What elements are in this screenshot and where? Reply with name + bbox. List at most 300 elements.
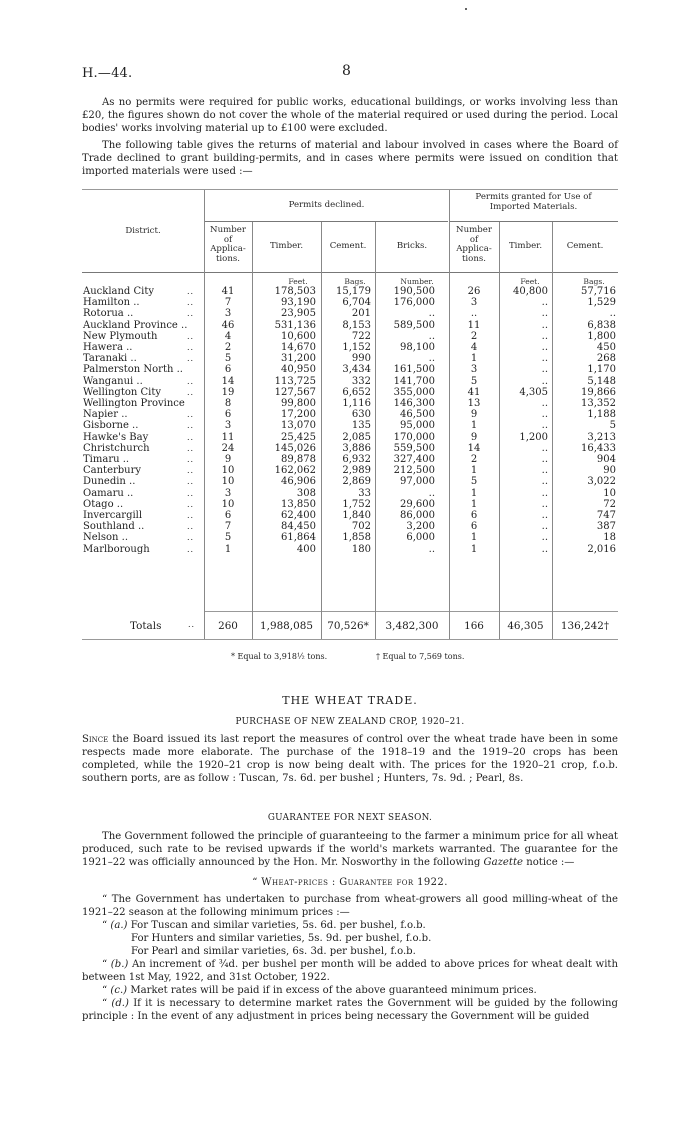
cell-district: Wellington City <box>83 386 161 398</box>
cell-applications-granted: 1 <box>470 420 478 432</box>
cell-cement-granted: 268 <box>596 353 616 365</box>
cell-district: Taranaki .. <box>83 353 137 365</box>
cell-cement: 1,152 <box>342 342 371 353</box>
header-text: of <box>223 234 233 245</box>
cell-timber: 84,450 <box>281 521 316 533</box>
cell-applications: 10 <box>221 476 235 488</box>
cell-applications: 46 <box>221 319 235 331</box>
notice-intro: “ The Government has undertaken to purchase from wheat-growers all good milling-wheat of the 1921–22 season at the following minimum prices :— <box>82 894 618 918</box>
cell-district: Palmerston North .. <box>83 364 183 376</box>
guarantee-text: The Government followed the principle of guaranteeing to the farmer a minimum price for all wheat produced, such rate to be revised upwards if the world's markets warranted. The guarantee for the 1921–22 was officially announced by the Hon. Mr. Nosworthy in the following <box>82 831 618 868</box>
cell-applications-granted: 6 <box>470 521 478 533</box>
cell-applications: 19 <box>221 386 235 398</box>
cell-timber-granted: .. <box>541 297 548 309</box>
table-row <box>82 521 618 532</box>
total-cement: 70,526* <box>327 620 369 632</box>
footnote-cement-granted: † Equal to 7,569 tons. <box>376 652 465 661</box>
cell-cement: 1,840 <box>342 510 371 521</box>
cell-cement: 702 <box>351 521 371 533</box>
cell-applications: 7 <box>224 297 232 309</box>
quote-mark: “ <box>102 920 111 931</box>
subsection-heading-guarantee: GUARANTEE FOR NEXT SEASON. <box>267 813 433 823</box>
cell-bricks: 176,000 <box>393 297 435 309</box>
cell-cement-granted: 3,022 <box>587 476 616 488</box>
table-row <box>82 376 618 387</box>
cell-applications: 11 <box>221 431 235 443</box>
item-label: (a.) <box>110 920 128 931</box>
guarantee-paragraph <box>82 830 618 869</box>
cell-timber-granted: .. <box>541 476 548 488</box>
cell-bricks: .. <box>428 487 435 499</box>
cell-district: Invercargill <box>83 510 143 521</box>
cell-timber: 10,600 <box>281 330 316 342</box>
header-permits-declined: Permits declined. <box>288 200 365 210</box>
cell-timber: 62,400 <box>281 510 316 521</box>
cell-applications: 2 <box>224 342 232 353</box>
cell-timber: 531,136 <box>274 319 316 331</box>
item-text: An increment of ¾d. per bushel per month will be added to above prices for wheat dealt with between 1st May, 1922, and 31st October, 1922. <box>82 959 618 983</box>
header-permits-granted <box>449 193 618 212</box>
cell-cement: 630 <box>351 409 371 421</box>
item-a-line-1 <box>102 919 426 932</box>
totals-top-rule <box>204 611 618 612</box>
table-row <box>82 488 618 499</box>
cell-bricks: 559,500 <box>393 442 435 454</box>
totals-row <box>82 617 618 637</box>
item-label: (d.) <box>111 998 129 1009</box>
cell-cement: 2,869 <box>342 476 371 488</box>
total-cement-granted: 136,242† <box>560 620 610 632</box>
item-text: Market rates will be paid if in excess of the above guaranteed minimum prices. <box>127 985 537 996</box>
cell-timber-granted: 1,200 <box>519 431 548 443</box>
cell-cement: 3,434 <box>342 364 371 376</box>
cell-cement: 3,886 <box>342 442 371 454</box>
header-cement-granted: Cement. <box>566 241 604 251</box>
lead-word: Since <box>82 734 109 745</box>
cell-timber-granted: .. <box>541 465 548 477</box>
cell-applications-granted: 1 <box>470 487 478 499</box>
unit-timber: Feet. <box>288 277 308 286</box>
cell-bricks: 190,500 <box>393 286 435 297</box>
cell-timber-granted: .. <box>541 364 548 376</box>
cell-cement: 8,153 <box>342 319 371 331</box>
cell-cement: 6,932 <box>342 454 371 465</box>
table-row <box>82 364 618 375</box>
cell-applications: 9 <box>224 454 232 465</box>
header-text: Number <box>210 225 246 235</box>
cell-dots: .. <box>187 432 195 442</box>
cell-applications-granted: 1 <box>470 353 478 365</box>
cell-timber: 127,567 <box>274 386 316 398</box>
gazette-italic: Gazette <box>483 857 523 868</box>
cell-bricks: 146,300 <box>393 398 435 409</box>
cell-district: Wanganui .. <box>83 375 143 387</box>
cell-timber: 13,850 <box>281 498 316 510</box>
cell-applications: 6 <box>224 364 232 376</box>
cell-dots: .. <box>187 477 195 487</box>
cell-timber-granted: .. <box>541 308 548 320</box>
unit-cement: Bags. <box>344 277 366 286</box>
totals-dots: .. <box>188 620 196 629</box>
cell-bricks: 29,600 <box>400 498 435 510</box>
cell-cement: 1,116 <box>342 398 371 409</box>
cell-timber: 17,200 <box>281 409 316 421</box>
cell-district: Oamaru .. <box>83 487 134 499</box>
cell-district: Wellington Province <box>83 398 185 409</box>
header-text: Number <box>456 225 492 235</box>
cell-timber: 113,725 <box>274 375 316 387</box>
cell-applications: 6 <box>224 409 232 421</box>
cell-dots: .. <box>187 331 195 341</box>
cell-cement-granted: 3,213 <box>587 431 616 443</box>
cell-bricks: 98,100 <box>400 342 435 353</box>
cell-bricks: 95,000 <box>400 420 435 432</box>
table-row <box>82 510 618 521</box>
cell-timber-granted: .. <box>541 543 548 555</box>
cell-cement-granted: 747 <box>596 510 616 521</box>
header-text: tions. <box>461 253 487 264</box>
cell-cement: 6,652 <box>342 386 371 398</box>
table-row <box>82 465 618 476</box>
cell-cement-granted: 1,529 <box>587 297 616 309</box>
unit-timber-granted: Feet. <box>520 277 540 286</box>
header-num-applications <box>204 226 252 264</box>
total-timber: 1,988,085 <box>260 620 313 632</box>
cell-dots: .. <box>187 287 195 296</box>
cell-timber-granted: .. <box>541 532 548 544</box>
header-bottom-rule <box>82 272 618 273</box>
cell-applications: 5 <box>224 353 232 365</box>
cell-dots: .. <box>187 410 195 420</box>
notice-item-b <box>82 958 618 984</box>
cell-applications-granted: 11 <box>467 319 481 331</box>
cell-applications: 41 <box>221 286 235 297</box>
cell-timber: 308 <box>296 487 316 499</box>
item-label: (c.) <box>110 985 128 996</box>
cell-timber: 93,190 <box>281 297 316 309</box>
cell-cement: 2,085 <box>342 431 371 443</box>
cell-timber-granted: .. <box>541 442 548 454</box>
cell-bricks: .. <box>428 330 435 342</box>
cell-timber-granted: .. <box>541 409 548 421</box>
cell-applications-granted: 9 <box>470 431 478 443</box>
cell-bricks: 355,000 <box>393 386 435 398</box>
item-a-line-2: For Hunters and similar varieties, 5s. 9d. per bushel, f.o.b. <box>131 933 432 944</box>
total-applications-granted: 166 <box>464 620 484 632</box>
cell-applications-granted: 26 <box>467 286 481 297</box>
cell-cement-granted: 450 <box>596 342 616 353</box>
cell-timber-granted: .. <box>541 498 548 510</box>
cell-district: Rotorua .. <box>83 308 134 320</box>
quote-mark: “ <box>102 959 111 970</box>
cell-applications: 24 <box>221 442 235 454</box>
table-bottom-rule <box>82 639 618 640</box>
cell-cement: 722 <box>351 330 371 342</box>
cell-applications-granted: 5 <box>470 476 478 488</box>
cell-bricks: 589,500 <box>393 319 435 331</box>
cell-applications: 4 <box>224 330 232 342</box>
cell-cement-granted: 1,188 <box>587 409 616 421</box>
cell-timber-granted: .. <box>541 521 548 533</box>
cell-timber: 46,906 <box>281 476 316 488</box>
table-row <box>82 342 618 353</box>
cell-applications-granted: 9 <box>470 409 478 421</box>
header-text: Applica- <box>210 244 246 254</box>
cell-timber: 40,950 <box>281 364 316 376</box>
cell-timber: 61,864 <box>281 532 316 544</box>
cell-dots: .. <box>187 544 195 554</box>
cell-applications: 5 <box>224 532 232 544</box>
cell-timber-granted: 40,800 <box>513 286 548 297</box>
cell-dots: .. <box>187 387 195 397</box>
cell-district: Hawera .. <box>83 342 133 353</box>
table-row <box>82 409 618 420</box>
header-num-applications-granted <box>449 226 499 264</box>
table-row <box>82 387 618 398</box>
cell-timber: 25,425 <box>281 431 316 443</box>
table-row <box>82 320 618 331</box>
cell-timber: 14,670 <box>281 342 316 353</box>
cell-cement-granted: 16,433 <box>581 442 616 454</box>
cell-bricks: 327,400 <box>393 454 435 465</box>
cell-timber-granted: .. <box>541 487 548 499</box>
cell-applications-granted: 2 <box>470 330 478 342</box>
cell-district: Hawke's Bay <box>83 431 149 443</box>
header-timber-granted: Timber. <box>508 241 543 251</box>
cell-district: Otago .. <box>83 498 124 510</box>
cell-cement: 1,858 <box>342 532 371 544</box>
cell-applications-granted: 1 <box>470 532 478 544</box>
cell-timber-granted: 4,305 <box>519 386 548 398</box>
cell-district: Dunedin .. <box>83 476 136 488</box>
cell-timber: 31,200 <box>281 353 316 365</box>
cell-timber-granted: .. <box>541 353 548 365</box>
cell-cement-granted: 2,016 <box>587 543 616 555</box>
cell-timber: 178,503 <box>274 286 316 297</box>
cell-timber-granted: .. <box>541 375 548 387</box>
table-row <box>82 353 618 364</box>
page-number: 8 <box>342 63 351 79</box>
cell-dots: .. <box>187 376 195 386</box>
cell-cement-granted: 57,716 <box>581 286 616 297</box>
cell-cement: 2,989 <box>342 465 371 477</box>
header-bricks: Bricks. <box>396 241 428 251</box>
cell-bricks: 97,000 <box>400 476 435 488</box>
cell-applications-granted: 1 <box>470 543 478 555</box>
cell-timber: 23,905 <box>281 308 316 320</box>
cell-cement: 990 <box>351 353 371 365</box>
cell-bricks: .. <box>428 308 435 320</box>
cell-applications: 8 <box>224 398 232 409</box>
header-text: tions. <box>215 253 241 264</box>
cell-dots: .. <box>187 309 195 319</box>
cell-cement-granted: 19,866 <box>581 386 616 398</box>
cell-applications-granted: 5 <box>470 375 478 387</box>
table-row <box>82 331 618 342</box>
cell-cement-granted: 13,352 <box>581 398 616 409</box>
table-row <box>82 308 618 319</box>
cell-cement: 135 <box>351 420 371 432</box>
cell-district: Nelson .. <box>83 532 128 544</box>
cell-applications-granted: 14 <box>467 442 481 454</box>
cell-bricks: 161,500 <box>393 364 435 376</box>
cell-cement: 180 <box>351 543 371 555</box>
notice-item-c <box>82 984 618 997</box>
quote-mark: “ <box>102 985 111 996</box>
total-timber-granted: 46,305 <box>507 620 544 632</box>
cell-cement: 1,752 <box>342 498 371 510</box>
cell-applications-granted: 6 <box>470 510 478 521</box>
item-label: (b.) <box>110 959 129 970</box>
cell-cement: 15,179 <box>336 286 371 297</box>
cell-applications: 7 <box>224 521 232 533</box>
cell-dots: .. <box>187 511 195 520</box>
unit-bricks: Number. <box>400 277 434 286</box>
cell-cement: 33 <box>358 487 371 499</box>
cell-cement-granted: 1,800 <box>587 330 616 342</box>
cell-timber: 89,878 <box>281 454 316 465</box>
cell-dots: .. <box>187 488 195 498</box>
cell-timber-granted: .. <box>541 319 548 331</box>
cell-applications-granted: 1 <box>470 465 478 477</box>
cell-bricks: 3,200 <box>406 521 435 533</box>
purchase-text: the Board issued its last report the measures of control over the wheat trade have been in some respects made more elaborate. The purchase of the 1918–19 and the 1919–20 crops has been completed, while the 1920–21 crop is now being dealt with. The prices for the 1920–21 crop, f.o.b. southern ports, are as follow : Tuscan, 7s. 6d. per bushel ; Hunters, 7s. 9d. ; Pearl, 8s. <box>82 734 618 784</box>
cell-dots: .. <box>187 421 195 431</box>
table-top-rule <box>82 189 618 190</box>
table-row <box>82 532 618 543</box>
intro-paragraph-1: As no permits were required for public works, educational buildings, or works involving less than £20, the figures shown do not cover the whole of the material required or used during the period. Local bodies' works involving material up to £100 were excluded. <box>82 97 618 134</box>
quote-mark: “ <box>102 998 112 1009</box>
header-timber: Timber. <box>269 241 304 251</box>
cell-cement-granted: .. <box>609 308 616 320</box>
header-text: of <box>469 234 479 245</box>
notice-item-a <box>82 919 618 959</box>
cell-cement-granted: 10 <box>603 487 616 499</box>
purchase-paragraph <box>82 733 618 785</box>
cell-timber: 145,026 <box>274 442 316 454</box>
table-row <box>82 454 618 465</box>
header-permits-granted-line2: Imported Materials. <box>489 201 578 212</box>
table-row <box>82 286 618 297</box>
granted-group-rule <box>449 221 618 222</box>
cell-district: Auckland City <box>83 286 155 297</box>
cell-district: Napier .. <box>83 409 128 421</box>
cell-dots: .. <box>187 343 195 352</box>
cell-dots: .. <box>187 443 195 453</box>
cell-district: New Plymouth <box>83 330 158 342</box>
cell-applications-granted: 3 <box>470 364 478 376</box>
cell-timber: 99,800 <box>281 398 316 409</box>
header-text: Applica- <box>456 244 492 254</box>
notice-heading: “ Wheat-prices : Guarantee for 1922. <box>252 877 448 888</box>
cell-district: Gisborne .. <box>83 420 139 432</box>
cell-bricks: 170,000 <box>393 431 435 443</box>
table-row <box>82 432 618 443</box>
cell-cement-granted: 72 <box>603 498 616 510</box>
cell-timber-granted: .. <box>541 454 548 465</box>
cell-timber: 400 <box>296 543 316 555</box>
totals-label: Totals <box>130 620 162 632</box>
footnote-cement: * Equal to 3,918½ tons. <box>231 652 328 661</box>
cell-timber-granted: .. <box>541 342 548 353</box>
cell-applications-granted: .. <box>470 308 478 320</box>
intro-paragraph-2: The following table gives the returns of material and labour involved in cases where the Board of Trade declined to grant building-permits, and in cases where permits were issued on condition that imported materials were used :— <box>82 140 618 177</box>
table-row <box>82 420 618 431</box>
declined-group-rule <box>204 221 448 222</box>
guarantee-text-end: notice :— <box>522 857 575 868</box>
total-applications: 260 <box>218 620 238 632</box>
scan-speck <box>465 8 467 10</box>
table-row <box>82 476 618 487</box>
subsection-heading-purchase: PURCHASE OF NEW ZEALAND CROP, 1920–21. <box>235 717 465 727</box>
cell-bricks: .. <box>428 353 435 365</box>
cell-applications-granted: 4 <box>470 342 478 353</box>
cell-district: Auckland Province .. <box>83 319 188 331</box>
cell-applications-granted: 3 <box>470 297 478 309</box>
cell-dots: .. <box>187 298 195 308</box>
unit-cement-granted: Bags. <box>583 277 605 286</box>
cell-bricks: .. <box>428 543 435 555</box>
cell-dots: .. <box>187 466 195 476</box>
cell-applications: 10 <box>221 465 235 477</box>
cell-cement-granted: 18 <box>603 532 616 544</box>
cell-timber-granted: .. <box>541 398 548 409</box>
header-cement: Cement. <box>329 241 367 251</box>
cell-bricks: 212,500 <box>393 465 435 477</box>
section-title: THE WHEAT TRADE. <box>282 694 418 707</box>
cell-district: Hamilton .. <box>83 297 140 309</box>
table-row <box>82 544 618 555</box>
cell-applications: 3 <box>224 308 232 320</box>
cell-timber-granted: .. <box>541 330 548 342</box>
item-text: For Tuscan and similar varieties, 5s. 6d. per bushel, f.o.b. <box>130 920 426 931</box>
cell-timber: 13,070 <box>281 420 316 432</box>
cell-district: Southland .. <box>83 521 145 533</box>
cell-applications: 14 <box>221 375 235 387</box>
cell-cement-granted: 5,148 <box>587 375 616 387</box>
cell-cement-granted: 1,170 <box>587 364 616 376</box>
cell-cement-granted: 387 <box>596 521 616 533</box>
cell-district: Marlborough <box>83 543 150 555</box>
cell-applications: 10 <box>221 498 235 510</box>
cell-cement: 201 <box>351 308 371 320</box>
cell-cement: 332 <box>351 375 371 387</box>
total-bricks: 3,482,300 <box>385 620 439 632</box>
header-permits-granted-line1: Permits granted for Use of <box>475 192 592 202</box>
cell-district: Christchurch <box>83 442 150 454</box>
cell-applications-granted: 13 <box>467 398 481 409</box>
cell-dots: .. <box>187 522 195 532</box>
table-row <box>82 499 618 510</box>
cell-cement-granted: 6,838 <box>587 319 616 331</box>
cell-timber: 162,062 <box>274 465 316 477</box>
cell-dots: .. <box>187 354 195 364</box>
notice-item-d <box>82 997 618 1023</box>
cell-dots: .. <box>187 499 195 509</box>
cell-bricks: 141,700 <box>393 375 435 387</box>
cell-district: Timaru .. <box>83 454 130 465</box>
cell-applications-granted: 2 <box>470 454 478 465</box>
cell-dots: .. <box>187 455 195 464</box>
cell-bricks: 6,000 <box>406 532 435 544</box>
cell-timber-granted: .. <box>541 420 548 432</box>
cell-applications: 3 <box>224 487 232 499</box>
item-text: If it is necessary to determine market rates the Government will be guided by the following principle : In the event of any adjustment in prices being necessary the Government will be guided <box>82 998 618 1022</box>
cell-district: Canterbury <box>83 465 142 477</box>
cell-applications-granted: 41 <box>467 386 481 398</box>
document-reference: H.—44. <box>82 66 133 81</box>
header-district: District. <box>125 226 161 236</box>
